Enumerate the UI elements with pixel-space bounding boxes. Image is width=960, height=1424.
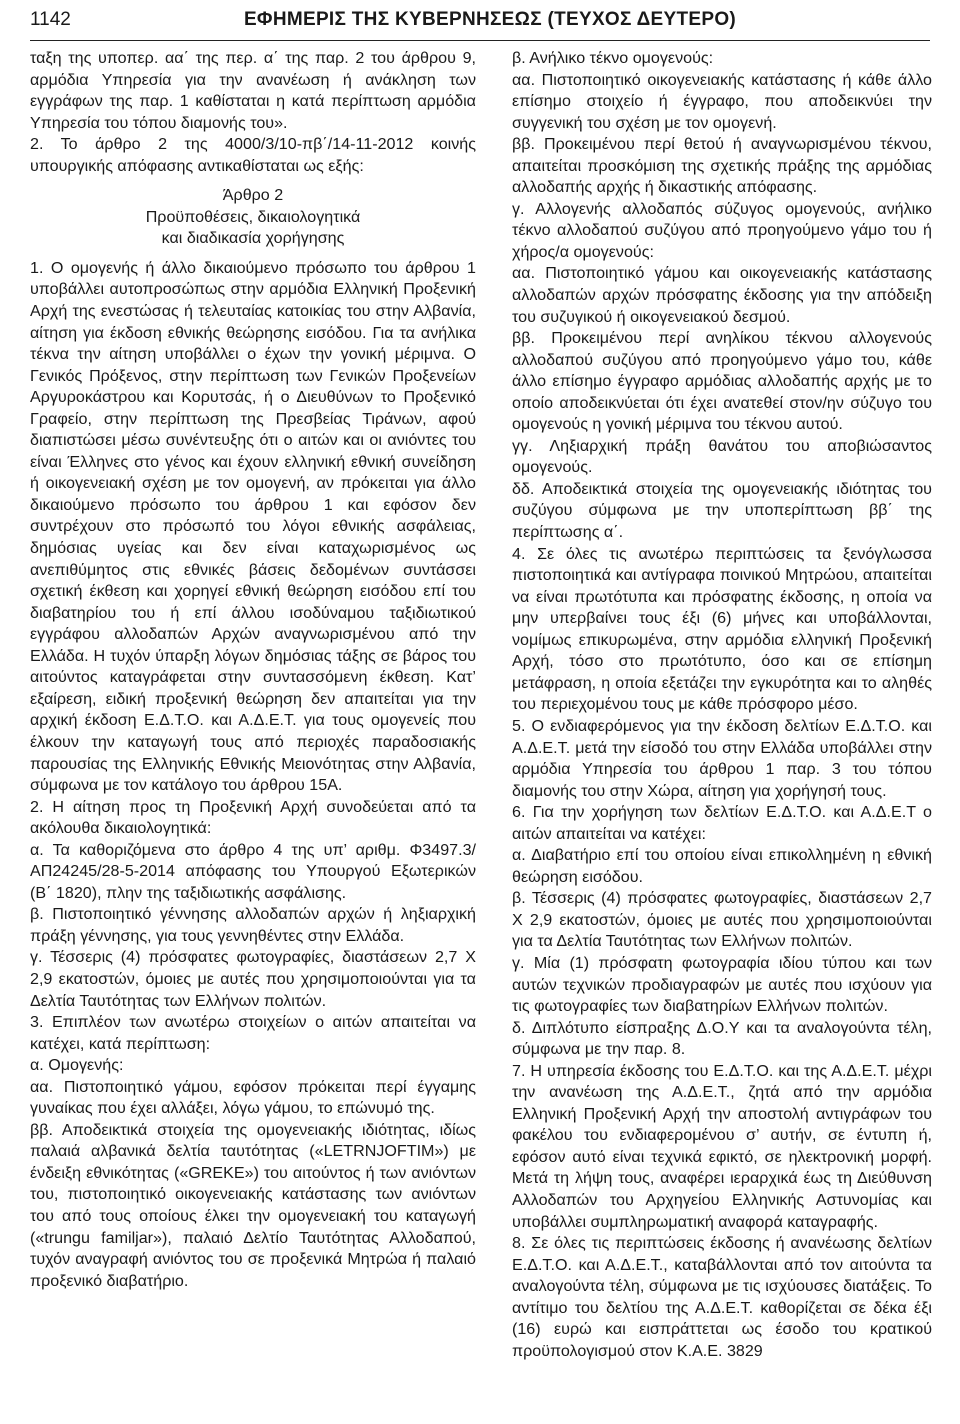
left-column — [30, 48, 476, 1292]
paragraph: β. Ανήλικο τέκνο ομογενούς: — [512, 49, 714, 67]
article-subtitle: Προϋποθέσεις, δικαιολογητικά — [145, 207, 361, 226]
page-header — [30, 0, 930, 40]
article-subtitle: και διαδικασία χορήγησης — [161, 229, 345, 248]
paragraph: ββ. Προκειμένου περί θετού ή αναγνωρισμένου τέκνου, απαιτείται προσκόμιση της σχετικής πράξης της αρμόδιας αλλοδαπής αρχής ή δικαστικής απόφασης. — [512, 135, 932, 197]
paragraph: αα. Πιστοποιητικό οικογενειακής κατάστασης ή κάθε άλλο επίσημο στοιχείο ή έγγραφο, που αποδεικνύει την συγγενική του σχέση με τον ομογενή. — [512, 70, 932, 132]
paragraph: αα. Πιστοποιητικό γάμου και οικογενειακής κατάστασης αλλοδαπών αρχών πρόσφατης έκδοσης για την απόδειξη του συζυγικού ή οικογενειακού δεσμού. — [512, 264, 932, 326]
paragraph: α. Ομογενής: — [30, 1056, 124, 1075]
paragraph: 7. Η υπηρεσία έκδοσης του Ε.Δ.Τ.Ο. και της Α.Δ.Ε.Τ. μέχρι την ανανέωση της Α.Δ.Ε.Τ., ζητά από την αρμόδια Ελληνική Προξενική Αρχή την αποστολή αντιγράφων του φακέλου του ενδιαφερομένου σ’ αυτήν, σε έντυπη ή, εφόσον αυτό είναι τεχνικά εφικτό, σε ηλεκτρονική μορφή. Μετά τη λήψη τους, αναφέρει ιεραρχικά έως τη Διεύθυνση Αλλοδαπών του Αρχηγείου Ελληνικής Αστυνομίας και υποβάλλει συμπληρωματική αναφορά καταγραφής. — [512, 1061, 932, 1231]
paragraph: 3. Επιπλέον των ανωτέρω στοιχείων ο αιτών απαιτείται να κατέχει, κατά περίπτωση: — [30, 1013, 476, 1053]
paragraph: 4. Σε όλες τις ανωτέρω περιπτώσεις τα ξενόγλωσσα πιστοποιητικά και αντίγραφα ποινικού Μητρώου, απαιτείται να είναι πρωτότυπα και πρόσφατης έκδοσης, η οποία να μην υπερβαίνει τους έξι (6) μήνες και υποβάλλονται, νομίμως επικυρωμένα, στην αρμόδια ελληνική Προξενική Αρχή, τόσο στο πρωτότυπο, όσο και σε επίσημη μετάφραση, η οποία εξετάζει την εγκυρότητα και το αληθές του περιεχομένου τους με κάθε πρόσφορο μέσο. — [512, 544, 932, 714]
paragraph: α. Διαβατήριο επί του οποίου είναι επικολλημένη η εθνική θεώρηση εισόδου. — [512, 846, 932, 886]
article-heading — [30, 185, 476, 250]
paragraph: β. Πιστοποιητικό γέννησης αλλοδαπών αρχών ή ληξιαρχική πράξη γέννησης, για τους γεννηθέντες στην Ελλάδα. — [30, 905, 476, 945]
paragraph: δ. Διπλότυπο είσπραξης Δ.Ο.Υ και τα αναλογούντα τέλη, σύμφωνα με την παρ. 8. — [512, 1018, 932, 1059]
paragraph: β. Τέσσερις (4) πρόσφατες φωτογραφίες, διαστάσεων 2,7 Χ 2,9 εκατοστών, όμοιες με αυτές που χρησιμοποιούνται για τα Δελτία Ταυτότητας των Ελλήνων πολιτών. — [512, 889, 932, 951]
paragraph: γ. Μία (1) πρόσφατη φωτογραφία ιδίου τύπου και των αυτών τεχνικών προδιαγραφών με αυτές που ισχύουν για τις φωτογραφίες των διαβατηρίων Ελλήνων πολιτών. — [512, 953, 932, 1016]
paragraph: 1. Ο ομογενής ή άλλο δικαιούμενο πρόσωπο του άρθρου 1 υποβάλλει αυτοπροσώπως στην αρμόδια Ελληνική Προξενική Αρχή της ενεστώσας ή τελευταίας κατοικίας του στην Αλβανία, αίτηση για έκδοση εθνικής θεώρησης εισόδου. Για τα ανήλικα τέκνα την αίτηση υποβάλλει ο έχων την γονική μέριμνα. Ο Γενικός Πρόξενος, στην περίπτωση των Γενικών Προξενείων Αργυροκάστρου και Κορυτσάς, ή ο Διευθύνων το Προξενικό Γραφείο, στην περίπτωση της Πρεσβείας Τιράνων, αφού διαπιστώσει μέσω συνέντευξης ότι ο αιτών και οι ανιόντες του είναι Έλληνες στο γένος και έχουν ελληνική εθνική συνείδηση ή οικογενειακή σχέση με τον ομογενή, αν πρόκειται για άλλο δικαιούμενο πρόσωπο του άρθρου 1 και εφόσον δεν συντρέχουν στο πρόσωπό του λόγοι εθνικής ασφάλειας, δημόσιας υγείας και δεν είναι καταχωρισμένος ως ανεπιθύμητος στις εθνικές βάσεις δεδομένων συντάσσει σχετική έκθεση και χορηγεί εθνική θεώρηση εισόδου επί του διαβατηρίου του ή επί άλλου ισοδύναμου ταξιδιωτικού εγγράφου αλλοδαπών Αρχών αναγνωρισμένου από την Ελλάδα. Η τυχόν ύπαρξη λόγων δημόσιας τάξης σε βάρος του αιτούντος καταγράφεται στην συντασσόμενη έκθεση. Κατ’ εξαίρεση, ειδική προξενική θεώρηση δεν απαιτείται για την αρχική έκδοση Ε.Δ.Τ.Ο. και Α.Δ.Ε.Τ. για τους ομογενείς που έλκουν την καταγωγή τους από περιοχές παραδοσιακής παρουσίας της Ελληνικής Εθνικής Μειονότητας στην Αλβανία, σύμφωνα με τον κατάλογο του άρθρου 15Α. — [30, 258, 476, 795]
paragraph: ββ. Αποδεικτικά στοιχεία της ομογενειακής ιδιότητας, ιδίως παλαιά αλβανικά δελτία ταυτότητας («LETRNJOFTIM») με ένδειξη εθνικότητας («GREKE») του αιτούντος ή των ανιόντων του, πιστοποιητικό οικογενειακής κατάστασης των ανιόντων του από τους οποίους έλκει την ομογενειακή του καταγωγή («trungu familjar»), παλαιό Δελτίο Ταυτότητας Αλλοδαπού, τυχόν αναγραφή ανιόντος του σε προξενικά Μητρώα ή παλαιό προξενικό διαβατήριο. — [30, 1120, 476, 1290]
right-column — [512, 48, 932, 1362]
paragraph: γ. Αλλογενής αλλοδαπός σύζυγος ομογενούς, ανήλικο τέκνο αλλοδαπού συζύγου από προηγούμενο γάμο του ή χήρος/α ομογενούς: — [512, 199, 932, 261]
paragraph: ββ. Προκειμένου περί ανηλίκου τέκνου αλλογενούς αλλοδαπού συζύγου από προηγούμενο γάμο του, κάθε άλλο επίσημο έγγραφο αρμόδιας αλλοδαπής αρχής με το οποίο αποδεικνύεται ότι έχει ανατεθεί στον/ην σύζυγο του ομογενούς η γονική μέριμνα του τέκνου αυτού. — [512, 329, 932, 434]
gazette-title: ΕΦΗΜΕΡΙΣ ΤΗΣ ΚΥΒΕΡΝΗΣΕΩΣ (ΤΕΥΧΟΣ ΔΕΥΤΕΡΟ) — [243, 9, 737, 30]
paragraph: 8. Σε όλες τις περιπτώσεις έκδοσης ή ανανέωσης δελτίων Ε.Δ.Τ.Ο. και Α.Δ.Ε.Τ., καταβάλλονται από τον αιτούντα τα αναλογούντα τέλη, σύμφωνα με τις ισχύουσες διατάξεις. Το αντίτιμο του δελτίου της Α.Δ.Ε.Τ. καθορίζεται σε δέκα έξι (16) ευρώ και εισπράττεται ως έσοδο του κρατικού προϋπολογισμού στον Κ.Α.Ε. 3829 — [512, 1234, 932, 1360]
paragraph: γ. Τέσσερις (4) πρόσφατες φωτογραφίες, διαστάσεων 2,7 Χ 2,9 εκατοστών, όμοιες με αυτές που χρησιμοποιούνται για τα Δελτία Ταυτότητας των Ελλήνων πολιτών. — [30, 948, 476, 1010]
paragraph: γγ. Ληξιαρχική πράξη θανάτου του αποβιώσαντος ομογενούς. — [512, 436, 932, 477]
page-number: 1142 — [30, 9, 71, 30]
paragraph: 2. Η αίτηση προς τη Προξενική Αρχή συνοδεύεται από τα ακόλουθα δικαιολογητικά: — [30, 797, 476, 838]
article-title: Άρθρο 2 — [222, 186, 284, 205]
paragraph: 6. Για την χορήγηση των δελτίων Ε.Δ.Τ.Ο. και Α.Δ.Ε.Τ ο αιτών απαιτείται να κατέχει: — [512, 803, 932, 843]
paragraph: ταξη της υποπερ. αα΄ της περ. α΄ της παρ. 2 του άρθρου 9, αρμόδια Υπηρεσία για την ανανέωση ή ανάκληση των εγγράφων της παρ. 1 καθίσταται η κατά περίπτωση αρμόδια Υπηρεσία του τόπου διαμονής του». — [30, 49, 476, 132]
paragraph: 2. Το άρθρο 2 της 4000/3/10-πβ΄/14-11-2012 κοινής υπουργικής απόφασης αντικαθίσταται ως εξής: — [30, 135, 476, 175]
paragraph: α. Τα καθοριζόμενα στο άρθρο 4 της υπ’ αριθμ. Φ3497.3/ ΑΠ24245/28-5-2014 απόφασης του Υπουργού Εξωτερικών (Β΄ 1820), πλην της ταξιδιωτικής ασφάλισης. — [30, 840, 476, 902]
header-rule — [30, 40, 930, 41]
paragraph: 5. Ο ενδιαφερόμενος για την έκδοση δελτίων Ε.Δ.Τ.Ο. και Α.Δ.Ε.Τ. μετά την είσοδό του στην Ελλάδα υποβάλλει στην αρμόδια Υπηρεσία του άρθρου 1 παρ. 3 του τόπου διαμονής του στην Χώρα, αίτηση για χορήγησή τους. — [512, 716, 932, 800]
paragraph: δδ. Αποδεικτικά στοιχεία της ομογενειακής ιδιότητας του συζύγου σύμφωνα με την υποπερίπτωση ββ΄ της περίπτωσης α΄. — [512, 479, 932, 542]
paragraph: αα. Πιστοποιητικό γάμου, εφόσον πρόκειται περί έγγαμης γυναίκας που έχει αλλάξει, λόγω γάμου, το επώνυμό της. — [30, 1077, 476, 1118]
